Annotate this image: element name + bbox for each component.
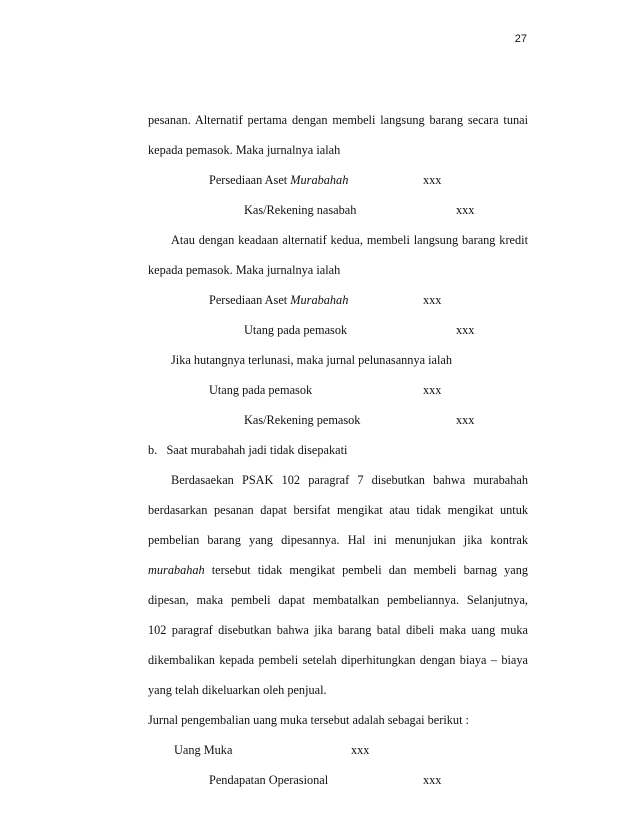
journal-entry-credit [148, 315, 528, 345]
paragraph-line [148, 555, 528, 585]
debit-account: Uang Muka [174, 743, 233, 757]
journal-entry-credit [148, 765, 528, 795]
paragraph-line: berdasarkan pesanan dapat bersifat mengikat atau tidak mengikat untuk [148, 503, 528, 517]
paragraph-line: dikembalikan kepada pembeli setelah diperhitungkan dengan biaya – biaya [148, 653, 528, 667]
debit-amount: xxx [423, 383, 442, 397]
section-heading: b. Saat murabahah jadi tidak disepakati [148, 443, 348, 457]
debit-amount: xxx [423, 293, 442, 307]
journal-entry-credit [148, 195, 528, 225]
journal-entry-debit [148, 375, 528, 405]
credit-amount: xxx [456, 413, 475, 427]
paragraph-line: yang telah dikeluarkan oleh penjual. [148, 683, 327, 697]
credit-account: Pendapatan Operasional [209, 773, 329, 787]
paragraph-line: Jika hutangnya terlunasi, maka jurnal pelunasannya ialah [171, 353, 453, 367]
paragraph-line: pembelian barang yang dipesannya. Hal ini menunjukan jika kontrak [148, 533, 528, 547]
journal-entry-debit [148, 165, 528, 195]
credit-amount: xxx [423, 773, 442, 787]
credit-amount: xxx [456, 323, 475, 337]
debit-account: Utang pada pemasok [209, 383, 313, 397]
credit-account: Utang pada pemasok [244, 323, 348, 337]
debit-account: Persediaan Aset Murabahah [209, 173, 349, 187]
page-number: 27 [514, 33, 527, 45]
credit-account: Kas/Rekening nasabah [244, 203, 357, 217]
paragraph-line-rest: tersebut tidak mengikat pembeli dan membeli barnag yang [204, 563, 528, 577]
paragraph-line: Atau dengan keadaan alternatif kedua, membeli langsung barang kredit [171, 233, 528, 247]
journal-entry-credit [148, 405, 528, 435]
italic-term: murabahah [148, 563, 205, 577]
credit-amount: xxx [456, 203, 475, 217]
paragraph-line: 102 paragraf disebutkan bahwa jika barang batal dibeli maka uang muka [148, 623, 528, 637]
paragraph-line: Berdasaekan PSAK 102 paragraf 7 disebutkan bahwa murabahah [171, 473, 528, 487]
paragraph-line: dipesan, maka pembeli dapat membatalkan pembeliannya. Selanjutnya, [148, 593, 528, 607]
debit-amount: xxx [351, 743, 370, 757]
paragraph-line: kepada pemasok. Maka jurnalnya ialah [148, 263, 341, 277]
debit-amount: xxx [423, 173, 442, 187]
credit-account: Kas/Rekening pemasok [244, 413, 361, 427]
debit-account: Persediaan Aset Murabahah [209, 293, 349, 307]
journal-entry-debit [148, 735, 528, 765]
paragraph-line: pesanan. Alternatif pertama dengan membeli langsung barang secara tunai [148, 113, 528, 127]
paragraph-line: kepada pemasok. Maka jurnalnya ialah [148, 143, 341, 157]
journal-entry-debit [148, 285, 528, 315]
body-text [148, 105, 528, 795]
paragraph-line: Jurnal pengembalian uang muka tersebut adalah sebagai berikut : [148, 713, 469, 727]
